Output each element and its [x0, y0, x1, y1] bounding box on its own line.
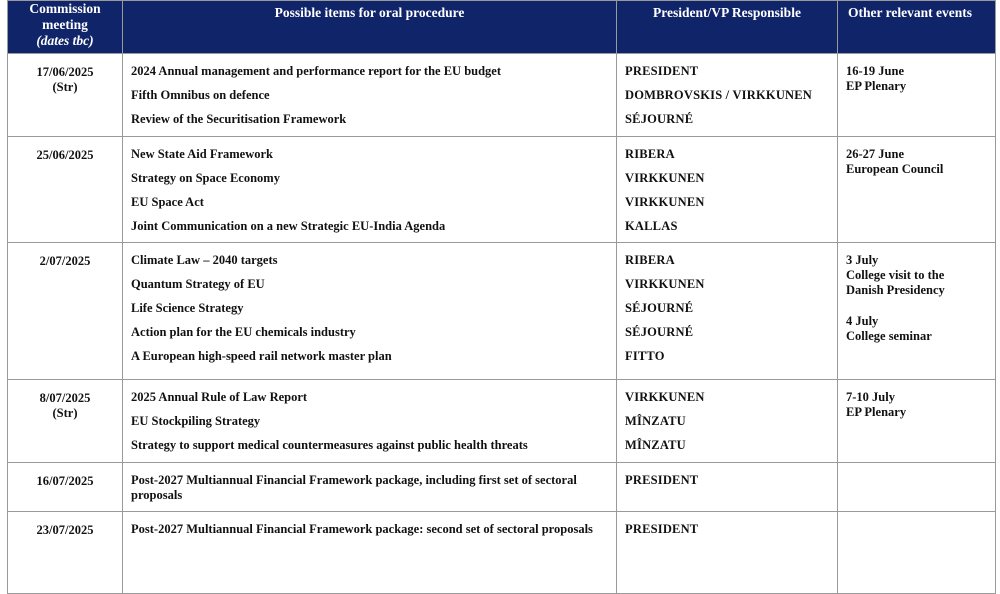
event-name: College seminar: [846, 329, 932, 343]
event-date: 4 July: [846, 314, 879, 328]
responsible-name: FITTO: [625, 349, 665, 363]
event-group: [846, 147, 989, 177]
item-title: Post-2027 Multiannual Financial Framework package: second set of sectoral proposals: [131, 522, 593, 536]
meeting-date: 17/06/2025: [36, 65, 94, 79]
items-cell: [123, 54, 617, 137]
item-title: New State Aid Framework: [131, 147, 273, 161]
date-cell: [8, 54, 123, 137]
item-title: Action plan for the EU chemicals industry: [131, 325, 356, 339]
date-cell: [8, 137, 123, 243]
date-cell: [8, 512, 123, 594]
date-cell: [8, 463, 123, 512]
item-title: Climate Law – 2040 targets: [131, 253, 278, 267]
event-date: 26-27 June: [846, 147, 904, 161]
responsible-name: RIBERA: [625, 147, 675, 161]
item-title: Post-2027 Multiannual Financial Framework package, including first set of sectoral proposals: [131, 473, 577, 502]
table-row: [8, 380, 996, 463]
header-date-label: Commission meeting: [29, 1, 101, 32]
responsible-name: SÉJOURNÉ: [625, 325, 694, 339]
items-cell: [123, 137, 617, 243]
header-responsible: President/VP Responsible: [617, 1, 838, 54]
item-title: Fifth Omnibus on defence: [131, 88, 270, 102]
events-cell: [838, 512, 996, 594]
responsible-name: KALLAS: [625, 219, 678, 233]
event-group: [846, 390, 989, 420]
item-title: EU Stockpiling Strategy: [131, 414, 261, 428]
item-title: Strategy on Space Economy: [131, 171, 280, 185]
table-row: [8, 54, 996, 137]
item-title: 2024 Annual management and performance report for the EU budget: [131, 64, 502, 78]
item-title: EU Space Act: [131, 195, 204, 209]
header-items: Possible items for oral procedure: [123, 1, 617, 54]
meeting-date: 25/06/2025: [36, 148, 94, 162]
item-title: 2025 Annual Rule of Law Report: [131, 390, 308, 404]
events-cell: [838, 380, 996, 463]
event-name: EP Plenary: [846, 405, 907, 419]
date-cell: [8, 380, 123, 463]
agenda-table: [7, 0, 996, 594]
events-cell: [838, 54, 996, 137]
responsible-cell: [617, 512, 838, 594]
responsible-name: VIRKKUNEN: [625, 171, 705, 185]
item-title: A European high-speed rail network master plan: [131, 349, 392, 363]
items-cell: [123, 243, 617, 380]
responsible-cell: [617, 54, 838, 137]
event-name: Danish Presidency: [846, 283, 945, 297]
responsible-name: VIRKKUNEN: [625, 277, 705, 291]
item-title: Quantum Strategy of EU: [131, 277, 265, 291]
event-name: EP Plenary: [846, 79, 907, 93]
events-cell: [838, 463, 996, 512]
responsible-name: SÉJOURNÉ: [625, 301, 694, 315]
meeting-date: 8/07/2025: [39, 391, 91, 405]
meeting-note: (Str): [52, 406, 78, 420]
item-title: Review of the Securitisation Framework: [131, 112, 347, 126]
responsible-cell: [617, 243, 838, 380]
responsible-name: PRESIDENT: [625, 522, 699, 536]
date-cell: [8, 243, 123, 380]
responsible-name: DOMBROVSKIS / VIRKKUNEN: [625, 88, 813, 102]
event-date: 16-19 June: [846, 64, 904, 78]
meeting-date: 16/07/2025: [36, 474, 94, 488]
event-name: European Council: [846, 162, 944, 176]
item-title: Strategy to support medical countermeasures against public health threats: [131, 438, 528, 452]
item-title: Joint Communication on a new Strategic EU-India Agenda: [131, 219, 446, 233]
item-title: Life Science Strategy: [131, 301, 244, 315]
responsible-name: MÎNZATU: [625, 414, 686, 428]
responsible-name: SÉJOURNÉ: [625, 112, 694, 126]
meeting-date: 2/07/2025: [39, 254, 91, 268]
header-date: [8, 1, 123, 54]
table-row: [8, 463, 996, 512]
table-row: [8, 243, 996, 380]
responsible-cell: [617, 137, 838, 243]
items-cell: [123, 512, 617, 594]
responsible-name: VIRKKUNEN: [625, 195, 705, 209]
table-row: [8, 137, 996, 243]
responsible-cell: [617, 463, 838, 512]
table-row: [8, 512, 996, 594]
meeting-note: (Str): [52, 80, 78, 94]
event-group: [846, 314, 989, 344]
items-cell: [123, 463, 617, 512]
responsible-name: RIBERA: [625, 253, 675, 267]
event-group: [846, 253, 989, 298]
header-row: [8, 1, 996, 54]
responsible-name: VIRKKUNEN: [625, 390, 705, 404]
header-events: Other relevant events: [838, 1, 996, 54]
responsible-name: MÎNZATU: [625, 438, 686, 452]
event-date: 3 July: [846, 253, 879, 267]
event-date: 7-10 July: [846, 390, 895, 404]
header-date-sub: (dates tbc): [36, 33, 94, 48]
event-group: [846, 64, 989, 94]
events-cell: [838, 243, 996, 380]
responsible-cell: [617, 380, 838, 463]
event-name: College visit to the: [846, 268, 945, 282]
responsible-name: PRESIDENT: [625, 473, 699, 487]
items-cell: [123, 380, 617, 463]
events-cell: [838, 137, 996, 243]
meeting-date: 23/07/2025: [36, 523, 94, 537]
responsible-name: PRESIDENT: [625, 64, 699, 78]
